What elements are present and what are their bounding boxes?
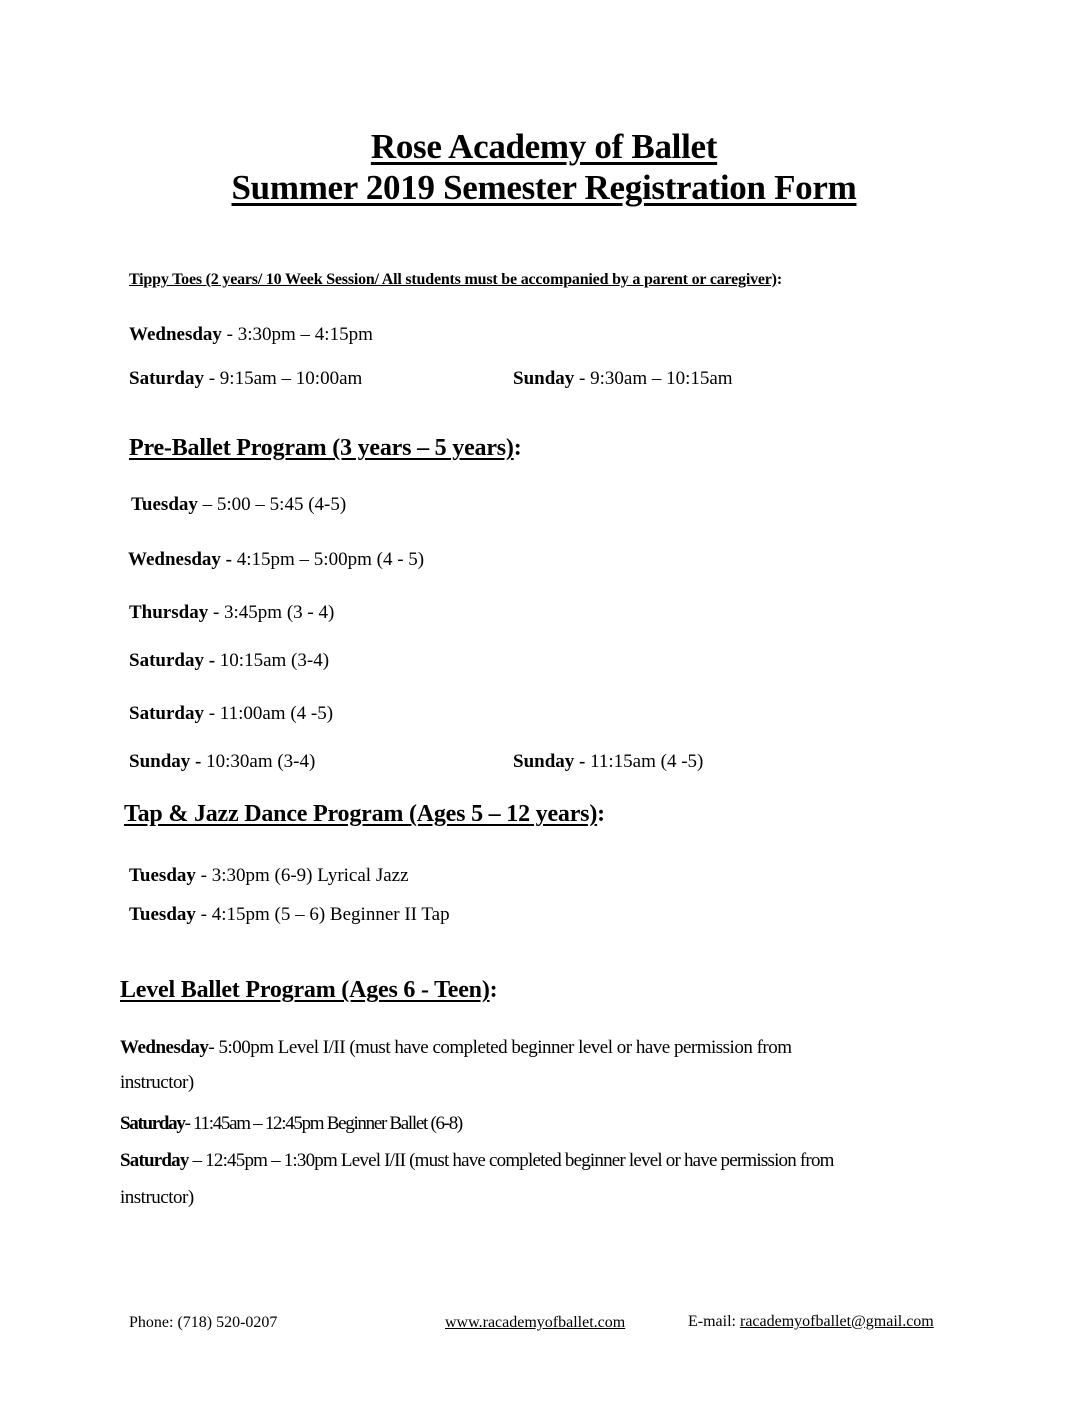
class-entry (129, 703, 333, 725)
class-time: - 3:45pm (3 - 4) (208, 602, 335, 623)
class-entry (513, 368, 733, 390)
footer-phone: Phone: (718) 520-0207 (129, 1314, 278, 1331)
class-entry (513, 751, 703, 773)
class-day: Wednesday (129, 324, 222, 345)
class-entry-continuation: instructor) (120, 1072, 194, 1093)
class-time: - 11:00am (4 -5) (203, 703, 334, 724)
page-subtitle: Summer 2019 Semester Registration Form (231, 168, 857, 207)
footer-website (445, 1314, 625, 1332)
class-time: - 4:15pm (5 – 6) Beginner II Tap (195, 904, 450, 925)
class-day: Sunday - (513, 751, 586, 772)
class-time: - 11:45am – 12:45pm Beginner Ballet (6-8) (184, 1113, 462, 1134)
class-entry-continuation: instructor) (120, 1187, 194, 1208)
class-day: Saturday (120, 1150, 189, 1171)
email-link[interactable]: racademyofballet@gmail.com (739, 1313, 934, 1330)
class-time: - 5:00pm Level I/II (must have completed beginner level or have permission from (208, 1037, 792, 1058)
class-entry (129, 324, 373, 346)
class-entry (129, 751, 315, 773)
class-time: - 3:30pm – 4:15pm (221, 324, 373, 345)
pre-ballet-heading-text: Pre-Ballet Program (3 years – 5 years) (129, 435, 514, 461)
tippy-toes-heading-text: Tippy Toes (2 years/ 10 Week Session/ All students must be accompanied by a parent or caregiver) (129, 271, 777, 288)
class-entry (128, 549, 424, 571)
class-time: 10:15am (3-4) (215, 650, 330, 671)
tippy-toes-heading-colon: : (776, 271, 783, 288)
website-link[interactable]: www.racademyofballet.com (445, 1314, 626, 1331)
class-day: Saturday (129, 368, 204, 389)
page-title: Rose Academy of Ballet (370, 127, 718, 166)
class-time: 4:15pm – 5:00pm (4 - 5) (232, 549, 425, 570)
class-entry (120, 1150, 834, 1172)
class-day: Saturday (129, 703, 204, 724)
level-ballet-heading-colon: : (489, 977, 498, 1003)
class-day: Tuesday (129, 865, 196, 886)
footer-email (688, 1313, 934, 1331)
class-time: - 3:30pm (6-9) Lyrical Jazz (195, 865, 409, 886)
class-day: Wednesday (120, 1037, 209, 1058)
class-entry (129, 368, 362, 390)
class-entry (120, 1037, 792, 1059)
pre-ballet-heading-colon: : (513, 435, 522, 461)
tippy-toes-heading (129, 271, 782, 289)
class-time: – 12:45pm – 1:30pm Level I/II (must have completed beginner level or have permission from (188, 1150, 834, 1171)
class-day: Saturday - (129, 650, 216, 671)
level-ballet-heading (120, 977, 497, 1004)
class-time: - 9:30am – 10:15am (574, 368, 733, 389)
pre-ballet-heading (129, 435, 522, 462)
class-time: 10:30am (3-4) (201, 751, 316, 772)
class-entry (129, 650, 329, 672)
class-entry (120, 1113, 462, 1135)
class-entry (129, 602, 334, 624)
class-day: Thursday (129, 602, 209, 623)
class-day: Tuesday (129, 904, 196, 925)
class-entry (131, 494, 346, 516)
class-time: - 9:15am – 10:00am (203, 368, 363, 389)
class-day: Saturday (120, 1113, 185, 1134)
tap-jazz-heading (124, 801, 605, 828)
class-day: Sunday - (129, 751, 202, 772)
tap-jazz-heading-text: Tap & Jazz Dance Program (Ages 5 – 12 years) (124, 801, 598, 827)
class-time: – 5:00 – 5:45 (4-5) (197, 494, 347, 515)
class-day: Sunday (513, 368, 575, 389)
level-ballet-heading-text: Level Ballet Program (Ages 6 - Teen) (120, 977, 490, 1003)
tap-jazz-heading-colon: : (597, 801, 605, 827)
class-entry (129, 865, 409, 887)
class-day: Wednesday - (128, 549, 232, 570)
class-day: Tuesday (131, 494, 198, 515)
class-entry (129, 904, 450, 926)
class-time: 11:15am (4 -5) (585, 751, 704, 772)
email-label: E-mail: (688, 1313, 740, 1330)
